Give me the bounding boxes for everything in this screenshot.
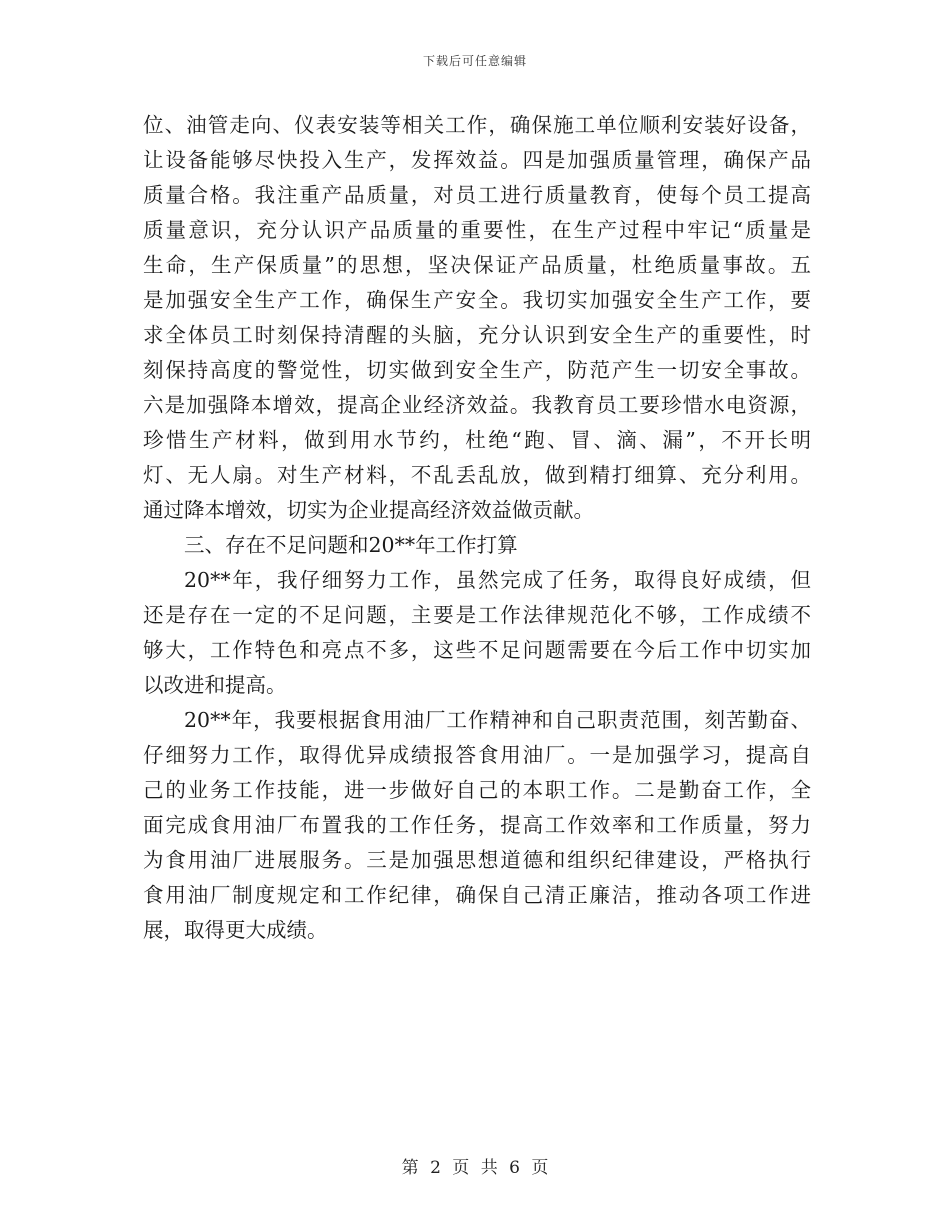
text-line: 灯、无人扇。对生产材料，不乱丢乱放，做到精打细算、充分利用。 xyxy=(143,463,811,487)
text-line: 仔细努力工作，取得优异成绩报答食用油厂。一是加强学习，提高自 xyxy=(143,743,811,767)
text-line: 求全体员工时刻保持清醒的头脑，充分认识到安全生产的重要性，时 xyxy=(143,323,811,347)
text-line: 20**年，我仔细努力工作，虽然完成了任务，取得良好成绩，但 xyxy=(184,568,811,592)
text-line: 是加强安全生产工作，确保生产安全。我切实加强安全生产工作，要 xyxy=(143,288,811,312)
text-line: 己的业务工作技能，进一步做好自己的本职工作。二是勤奋工作，全 xyxy=(143,778,811,802)
text-line: 三、存在不足问题和20**年工作打算 xyxy=(184,533,518,557)
text-line: 够大，工作特色和亮点不多，这些不足问题需要在今后工作中切实加 xyxy=(143,638,811,662)
page-footer: 第 2 页 共 6 页 xyxy=(401,1158,549,1178)
text-line: 质量意识，充分认识产品质量的重要性，在生产过程中牢记“质量是 xyxy=(143,218,811,242)
text-line: 为食用油厂进展服务。三是加强思想道德和组织纪律建设，严格执行 xyxy=(143,848,811,872)
text-line: 面完成食用油厂布置我的工作任务，提高工作效率和工作质量，努力 xyxy=(143,813,811,837)
text-line: 食用油厂制度规定和工作纪律，确保自己清正廉洁，推动各项工作进 xyxy=(143,883,811,907)
document-body xyxy=(143,108,811,948)
text-line: 珍惜生产材料，做到用水节约，杜绝“跑、冒、滴、漏”，不开长明 xyxy=(143,428,811,452)
text-line: 质量合格。我注重产品质量，对员工进行质量教育，使每个员工提高 xyxy=(143,183,811,207)
text-line: 以改进和提高。 xyxy=(143,673,287,697)
text-line: 通过降本增效，切实为企业提高经济效益做贡献。 xyxy=(143,498,594,522)
text-line: 展，取得更大成绩。 xyxy=(143,918,328,942)
text-line: 20**年，我要根据食用油厂工作精神和自己职责范围，刻苦勤奋、 xyxy=(184,708,811,732)
text-line: 刻保持高度的警觉性，切实做到安全生产，防范产生一切安全事故。 xyxy=(143,358,811,382)
page-header: 下载后可任意编辑 xyxy=(422,54,527,68)
text-line: 六是加强降本增效，提高企业经济效益。我教育员工要珍惜水电资源， xyxy=(143,393,811,417)
text-line: 让设备能够尽快投入生产，发挥效益。四是加强质量管理，确保产品 xyxy=(143,148,811,172)
text-line: 位、油管走向、仪表安装等相关工作，确保施工单位顺利安装好设备， xyxy=(143,113,811,137)
text-line: 生命，生产保质量”的思想，坚决保证产品质量，杜绝质量事故。五 xyxy=(143,253,811,277)
text-line: 还是存在一定的不足问题，主要是工作法律规范化不够，工作成绩不 xyxy=(143,603,811,627)
